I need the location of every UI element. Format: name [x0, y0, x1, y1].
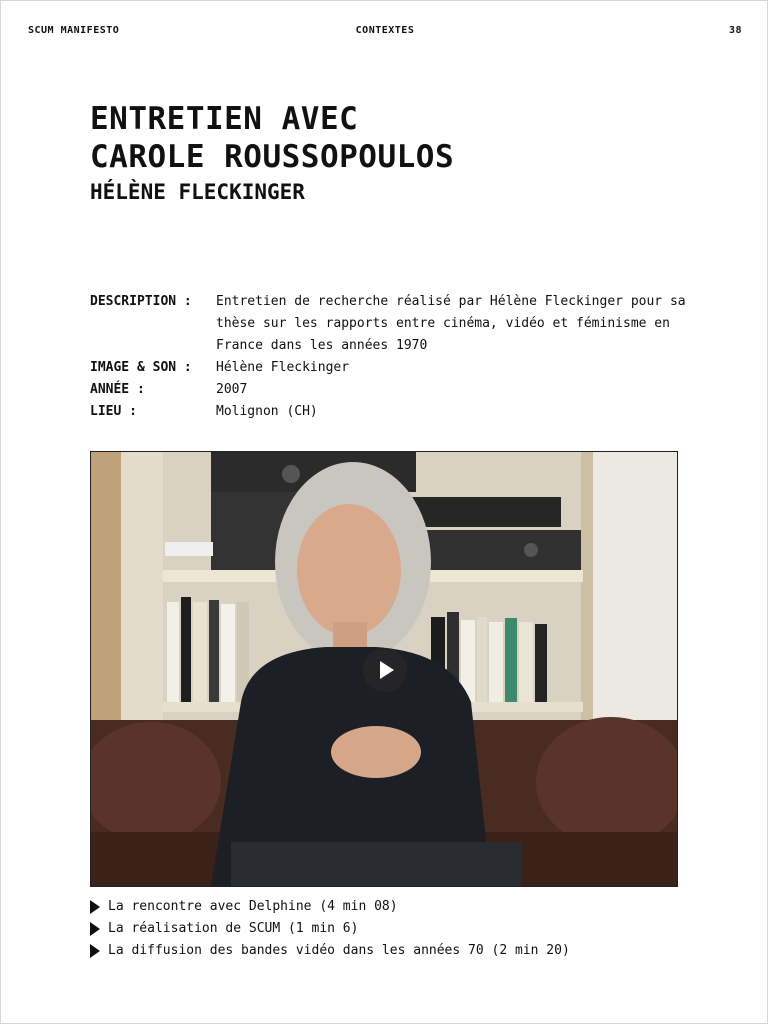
metadata-row-lieu: [90, 401, 690, 423]
running-header: [28, 25, 742, 39]
metadata-list: [90, 291, 690, 423]
play-triangle-icon: [90, 900, 100, 914]
metadata-key: DESCRIPTION :: [90, 294, 192, 309]
play-triangle-icon: [90, 944, 100, 958]
chapter-label: La rencontre avec Delphine (4 min 08): [108, 899, 398, 914]
chapter-link-3[interactable]: [90, 940, 710, 962]
page-number: 38: [728, 25, 742, 36]
video-player[interactable]: [90, 451, 678, 887]
chapter-list: [90, 896, 710, 962]
chapter-link-2[interactable]: [90, 918, 710, 940]
metadata-value: Hélène Fleckinger: [216, 360, 350, 375]
title-block: [90, 100, 710, 206]
header-publication: SCUM MANIFESTO: [28, 25, 120, 36]
metadata-value: 2007: [216, 382, 248, 397]
play-icon: [380, 661, 394, 679]
page-title-line-1: ENTRETIEN AVEC: [90, 101, 359, 137]
author-name: HÉLÈNE FLECKINGER: [90, 180, 305, 204]
metadata-row-annee: [90, 379, 690, 401]
play-triangle-icon: [90, 922, 100, 936]
metadata-key: IMAGE & SON :: [90, 360, 192, 375]
metadata-row-description: [90, 291, 690, 357]
chapter-label: La réalisation de SCUM (1 min 6): [108, 921, 359, 936]
chapter-label: La diffusion des bandes vidéo dans les années 70 (2 min 20): [108, 943, 570, 958]
metadata-value: Entretien de recherche réalisé par Hélène Fleckinger pour sa thèse sur les rapports entre cinéma, vidéo et féminisme en France dans les années 1970: [216, 294, 686, 353]
metadata-row-image-son: [90, 357, 690, 379]
play-button[interactable]: [363, 648, 407, 692]
metadata-key: ANNÉE :: [90, 382, 145, 397]
metadata-value: Molignon (CH): [216, 404, 318, 419]
chapter-link-1[interactable]: [90, 896, 710, 918]
header-section: CONTEXTES: [355, 25, 415, 36]
metadata-key: LIEU :: [90, 404, 137, 419]
page-title-line-2: CAROLE ROUSSOPOULOS: [90, 139, 455, 175]
